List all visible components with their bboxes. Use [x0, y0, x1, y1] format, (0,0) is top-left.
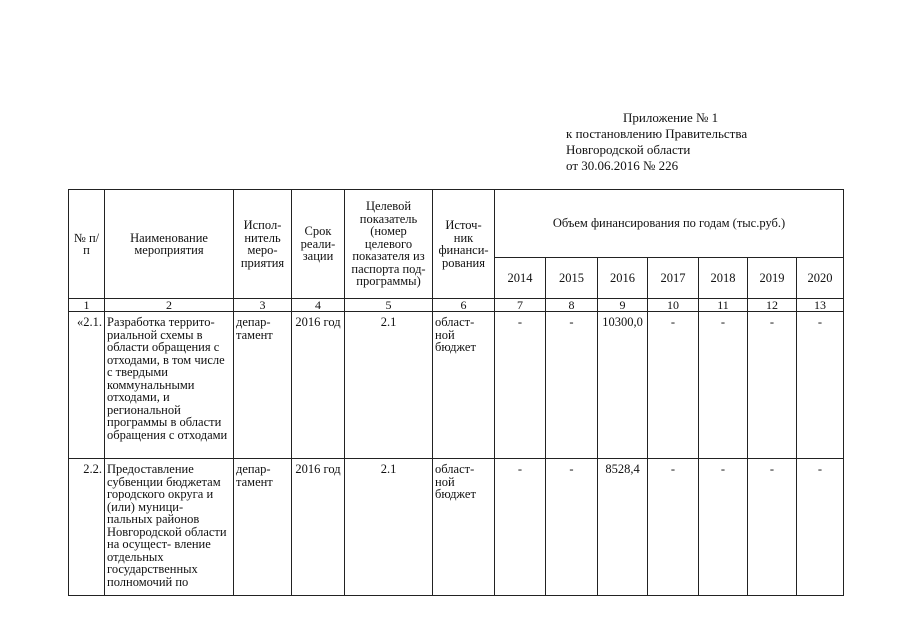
row-source: област- ной бюджет [433, 459, 495, 596]
column-number: 2 [105, 299, 234, 312]
appendix-line-2: к постановлению Правительства [566, 126, 748, 141]
table-row [69, 312, 844, 459]
column-number: 4 [292, 299, 345, 312]
column-number-row [69, 299, 844, 312]
header-year-2016: 2016 [598, 257, 648, 298]
row-value-2014: - [495, 312, 546, 459]
column-number: 8 [546, 299, 598, 312]
row-term: 2016 год [292, 459, 345, 596]
row-target: 2.1 [345, 312, 433, 459]
row-value-2015: - [546, 459, 598, 596]
row-value-2020: - [797, 459, 844, 596]
column-number: 13 [797, 299, 844, 312]
appendix-line-4: от 30.06.2016 № 226 [566, 158, 679, 173]
row-value-2014: - [495, 459, 546, 596]
header-executor: Испол- нитель меро- приятия [234, 190, 292, 299]
column-number: 6 [433, 299, 495, 312]
row-num: «2.1. [69, 312, 105, 459]
column-number: 10 [648, 299, 699, 312]
header-source: Источ- ник финанси- рования [433, 190, 495, 299]
row-value-2017: - [648, 312, 699, 459]
appendix-header [566, 110, 747, 174]
row-executor: депар- тамент [234, 459, 292, 596]
row-source: област- ной бюджет [433, 312, 495, 459]
row-name: Предоставление субвенции бюджетам городского округа и (или) муници- пальных районов Новгородской области на осущест- вление отдельных государственных полномочий по [105, 459, 234, 596]
row-value-2019: - [748, 312, 797, 459]
row-value-2019: - [748, 459, 797, 596]
header-term: Срок реали- зации [292, 190, 345, 299]
header-year-2017: 2017 [648, 257, 699, 298]
header-num: № п/п [69, 190, 105, 299]
funding-table [68, 189, 844, 596]
appendix-title: Приложение № 1 [623, 110, 719, 125]
column-number: 9 [598, 299, 648, 312]
header-target: Целевой показатель (номер целевого показателя из паспорта под- программы) [345, 190, 433, 299]
appendix-line-3: Новгородской области [566, 142, 691, 157]
row-value-2017: - [648, 459, 699, 596]
header-year-2015: 2015 [546, 257, 598, 298]
column-number: 7 [495, 299, 546, 312]
table-row [69, 459, 844, 596]
row-executor: депар- тамент [234, 312, 292, 459]
row-value-2016: 10300,0 [598, 312, 648, 459]
row-value-2015: - [546, 312, 598, 459]
row-value-2018: - [699, 312, 748, 459]
header-year-2019: 2019 [748, 257, 797, 298]
row-target: 2.1 [345, 459, 433, 596]
row-value-2018: - [699, 459, 748, 596]
header-year-2018: 2018 [699, 257, 748, 298]
header-name: Наименование мероприятия [105, 190, 234, 299]
row-num: 2.2. [69, 459, 105, 596]
row-value-2016: 8528,4 [598, 459, 648, 596]
column-number: 5 [345, 299, 433, 312]
row-name: Разработка террито- риальной схемы в области обращения с отходами, в том числе с твердыми коммунальными отходами, и региональной программы в области обращения с отходами [105, 312, 234, 459]
column-number: 3 [234, 299, 292, 312]
row-term: 2016 год [292, 312, 345, 459]
header-funding: Объем финансирования по годам (тыс.руб.) [495, 190, 844, 258]
column-number: 12 [748, 299, 797, 312]
column-number: 1 [69, 299, 105, 312]
column-number: 11 [699, 299, 748, 312]
header-year-2020: 2020 [797, 257, 844, 298]
header-year-2014: 2014 [495, 257, 546, 298]
row-value-2020: - [797, 312, 844, 459]
